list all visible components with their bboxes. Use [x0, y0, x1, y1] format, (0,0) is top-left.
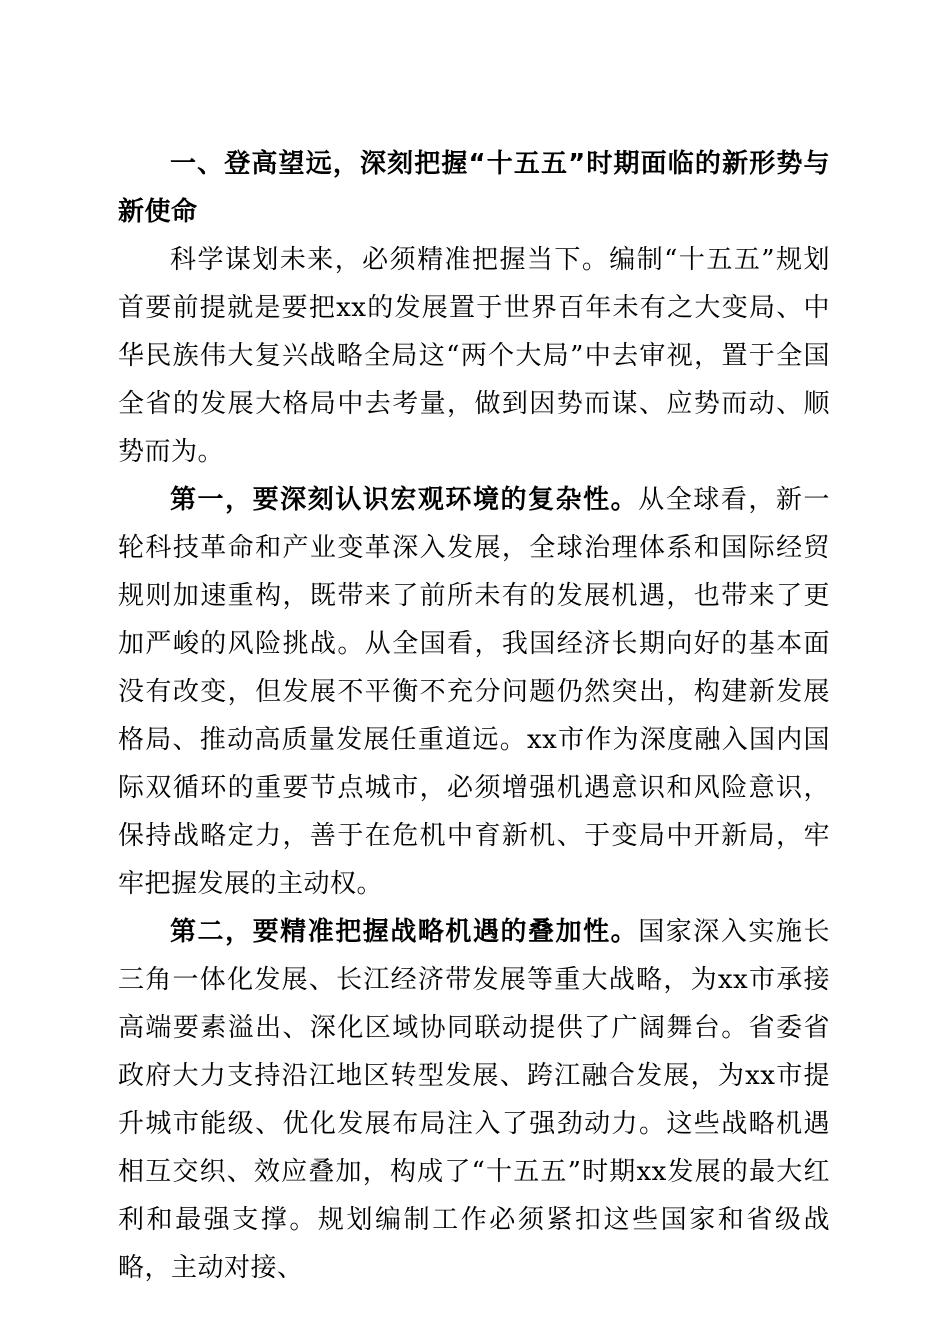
- paragraph-second-point: [118, 908, 830, 1292]
- section-heading: 一、登高望远，深刻把握“十五五”时期面临的新形势与新使命: [118, 149, 830, 227]
- paragraph-lead: 第一，要深刻认识宏观环境的复杂性。: [170, 485, 639, 515]
- paragraph-text: 科学谋划未来，必须精准把握当下。编制“十五五”规划首要前提就是要把xx的发展置于世界百年未有之大变局、中华民族伟大复兴战略全局这“两个大局”中去审视，置于全国全省的发展大格局中去考量，做到因势而谋、应势而动、顺势而为。: [118, 245, 830, 467]
- paragraph-first-point: [118, 476, 830, 908]
- paragraph-lead: 第二，要精准把握战略机遇的叠加性。: [170, 917, 639, 947]
- paragraph-text: 从全球看，新一轮科技革命和产业变革深入发展，全球治理体系和国际经贸规则加速重构，既带来了前所未有的发展机遇，也带来了更加严峻的风险挑战。从全国看，我国经济长期向好的基本面没有改变，但发展不平衡不充分问题仍然突出，构建新发展格局、推动高质量发展任重道远。xx市作为深度融入国内国际双循环的重要节点城市，必须增强机遇意识和风险意识，保持战略定力，善于在危机中育新机、于变局中开新局，牢牢把握发展的主动权。: [118, 485, 830, 899]
- paragraph-intro: [118, 236, 830, 476]
- paragraph-text: 国家深入实施长三角一体化发展、长江经济带发展等重大战略，为xx市承接高端要素溢出、深化区域协同联动提供了广阔舞台。省委省政府大力支持沿江地区转型发展、跨江融合发展，为xx市提升城市能级、优化发展布局注入了强劲动力。这些战略机遇相互交织、效应叠加，构成了“十五五”时期xx发展的最大红利和最强支撑。规划编制工作必须紧扣这些国家和省级战略，主动对接、: [118, 917, 830, 1283]
- document-body: [118, 140, 830, 1292]
